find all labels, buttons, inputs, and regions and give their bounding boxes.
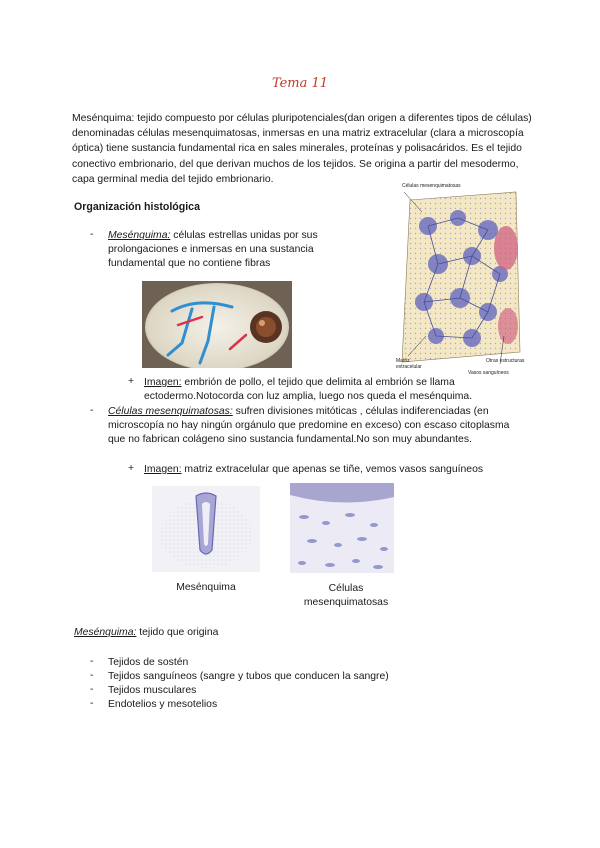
bullet-term: Imagen:	[144, 377, 182, 388]
section-heading: Organización histológica	[74, 201, 200, 213]
bullet-mesenquima	[108, 229, 336, 272]
caption-celulas: Células mesenquimatosas	[303, 583, 389, 609]
intro-paragraph: Mesénquima: tejido compuesto por células pluripotenciales(dan origen a diferentes tipos de células) denominadas células mesenquimatosas, inmersas en una matriz extracelular (clara a microscopía óptica) tiene sustancia fundamental rica en sales minerales, proteínas y polisacáridos. Es el tejido conectivo embrionario, del que derivan muchos de los tejidos. Se origina a partir del mesodermo, capa germinal media del tejido embrionario.	[72, 113, 532, 185]
bullet-plus: +	[128, 376, 135, 387]
mesenchyme-micrograph-image	[152, 486, 260, 572]
list-item: Tejidos sanguíneos (sangre y tubos que conducen la sangre)	[108, 671, 389, 682]
list-item: Tejidos de sostén	[108, 657, 189, 668]
mesenchymal-cells-micrograph-image	[290, 483, 394, 573]
bullet-term: Mesénquima:	[108, 230, 171, 241]
bullet-dash: -	[90, 229, 94, 240]
bullet-dash: -	[90, 656, 94, 667]
bullet-plus: +	[128, 463, 135, 474]
bullet-dash: -	[90, 670, 94, 681]
bullet-term: Células mesenquimatosas:	[108, 406, 233, 417]
list-item: Endotelios y mesotelios	[108, 699, 218, 710]
bullet-text: embrión de pollo, el tejido que delimita al embrión se llama ectodermo.Notocorda con luz amplia, luego nos queda el mesénquima.	[144, 377, 473, 403]
origin-heading	[74, 627, 474, 638]
bullet-dash: -	[90, 405, 94, 416]
caption-mesenquima: Mesénquima	[176, 582, 236, 593]
origin-text: tejido que origina	[136, 627, 219, 638]
mesenchyme-diagram-image	[388, 186, 528, 378]
bullet-text: células estrellas unidas por sus prolongaciones e inmersas en una sustancia fundamental que no contiene fibras	[108, 230, 318, 270]
bullet-dash: -	[90, 684, 94, 695]
page-title: Tema 11	[271, 76, 329, 91]
diagram-label-other: Otras estructuras	[486, 358, 525, 364]
diagram-label-matrix: Matriz extracelular	[396, 358, 422, 370]
bullet-text: matriz extracelular que apenas se tiñe, vemos vasos sanguíneos	[181, 464, 484, 475]
origin-term: Mesénquima:	[74, 627, 137, 638]
diagram-label-vessels: Vasos sanguíneos	[468, 370, 509, 376]
chick-embryo-image	[142, 281, 292, 368]
bullet-imagen-embrion	[144, 376, 516, 404]
bullet-term: Imagen:	[144, 464, 182, 475]
diagram-label-cells: Células mesenquimatosas	[402, 183, 461, 189]
list-item: Tejidos musculares	[108, 685, 197, 696]
bullet-dash: -	[90, 698, 94, 709]
bullet-imagen-matriz	[144, 463, 524, 477]
bullet-celulas-mesenquimatosas	[108, 405, 528, 448]
bullet-text: sufren divisiones mitóticas , células indiferenciadas (en microscopía no hay ningún orgánulo que predomine en exceso) con escaso citoplasma que no fabrican colágeno sino sustancia fundamental.No son muy abundantes.	[108, 406, 510, 446]
